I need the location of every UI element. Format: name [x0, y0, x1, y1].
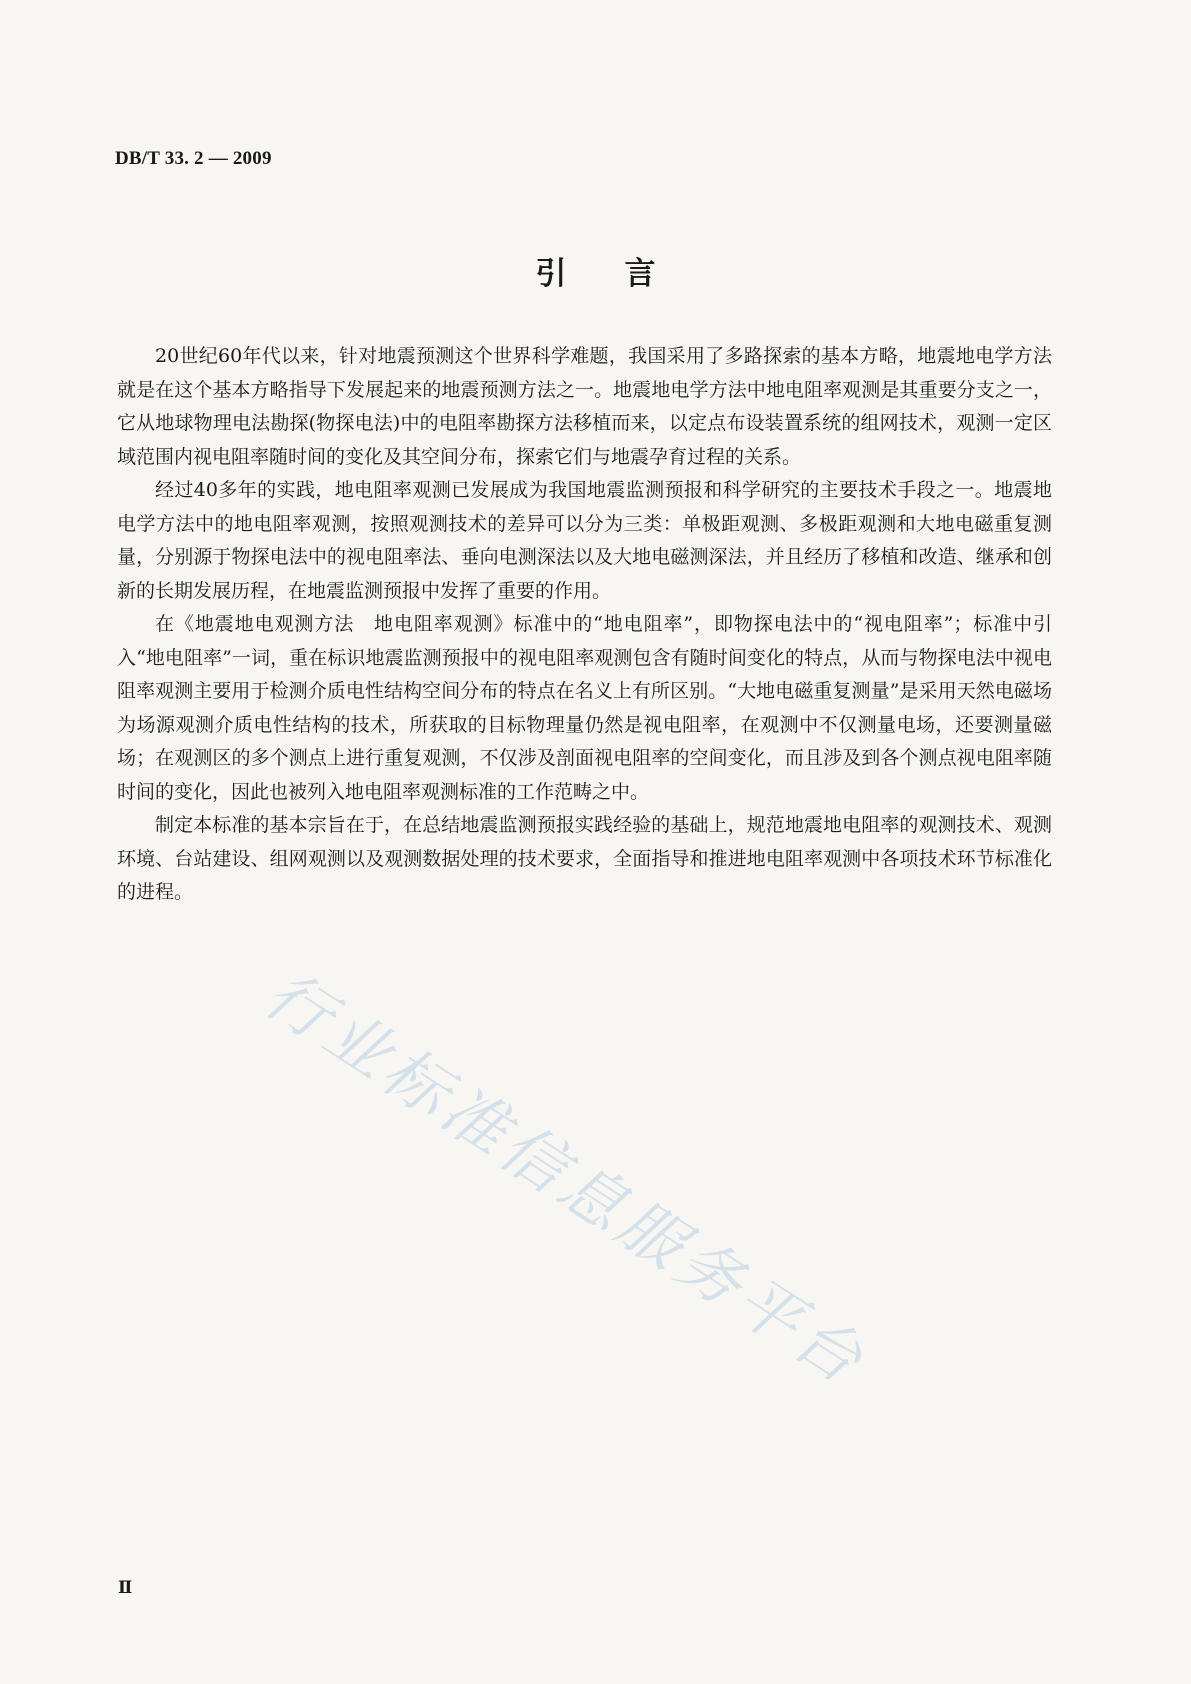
paragraph-1: 20世纪60年代以来，针对地震预测这个世界科学难题，我国采用了多路探索的基本方略，地震地电学方法就是在这个基本方略指导下发展起来的地震预测方法之一。地震地电学方法中地电阻率观测是其重要分支之一，它从地球物理电法勘探(物探电法)中的电阻率勘探方法移植而来，以定点布设装置系统的组网技术，观测一定区域范围内视电阻率随时间的变化及其空间分布，探索它们与地震孕育过程的关系。	[117, 345, 1052, 468]
page-title: 引言	[535, 256, 714, 292]
paragraph-4: 制定本标准的基本宗旨在于，在总结地震监测预报实践经验的基础上，规范地震地电阻率的观测技术、观测环境、台站建设、组网观测以及观测数据处理的技术要求，全面指导和推进地电阻率观测中各项技术环节标准化的进程。	[117, 814, 1052, 903]
paragraph-2: 经过40多年的实践，地电阻率观测已发展成为我国地震监测预报和科学研究的主要技术手段之一。地震地电学方法中的地电阻率观测，按照观测技术的差异可以分为三类：单极距观测、多极距观测和大地电磁重复测量，分别源于物探电法中的视电阻率法、垂向电测深法以及大地电磁测深法，并且经历了移植和改造、继承和创新的长期发展历程，在地震监测预报中发挥了重要的作用。	[117, 479, 1052, 602]
standard-code: DB/T 33. 2 — 2009	[115, 148, 272, 169]
page-number: Ⅱ	[118, 1578, 133, 1597]
body-text	[117, 340, 1052, 910]
paragraph-3: 在《地震地电观测方法 地电阻率观测》标准中的“地电阻率”，即物探电法中的“视电阻率”；标准中引入“地电阻率”一词，重在标识地震监测预报中的视电阻率观测包含有随时间变化的特点，从而与物探电法中视电阻率观测主要用于检测介质电性结构空间分布的特点在名义上有所区别。“大地电磁重复测量”是采用天然电磁场为场源观测介质电性结构的技术，所获取的目标物理量仍然是视电阻率，在观测中不仅测量电场，还要测量磁场；在观测区的多个测点上进行重复观测，不仅涉及剖面视电阻率的空间变化，而且涉及到各个测点视电阻率随时间的变化，因此也被列入地电阻率观测标准的工作范畴之中。	[117, 613, 1052, 803]
watermark: 行业标准信息服务平台	[251, 957, 879, 1401]
